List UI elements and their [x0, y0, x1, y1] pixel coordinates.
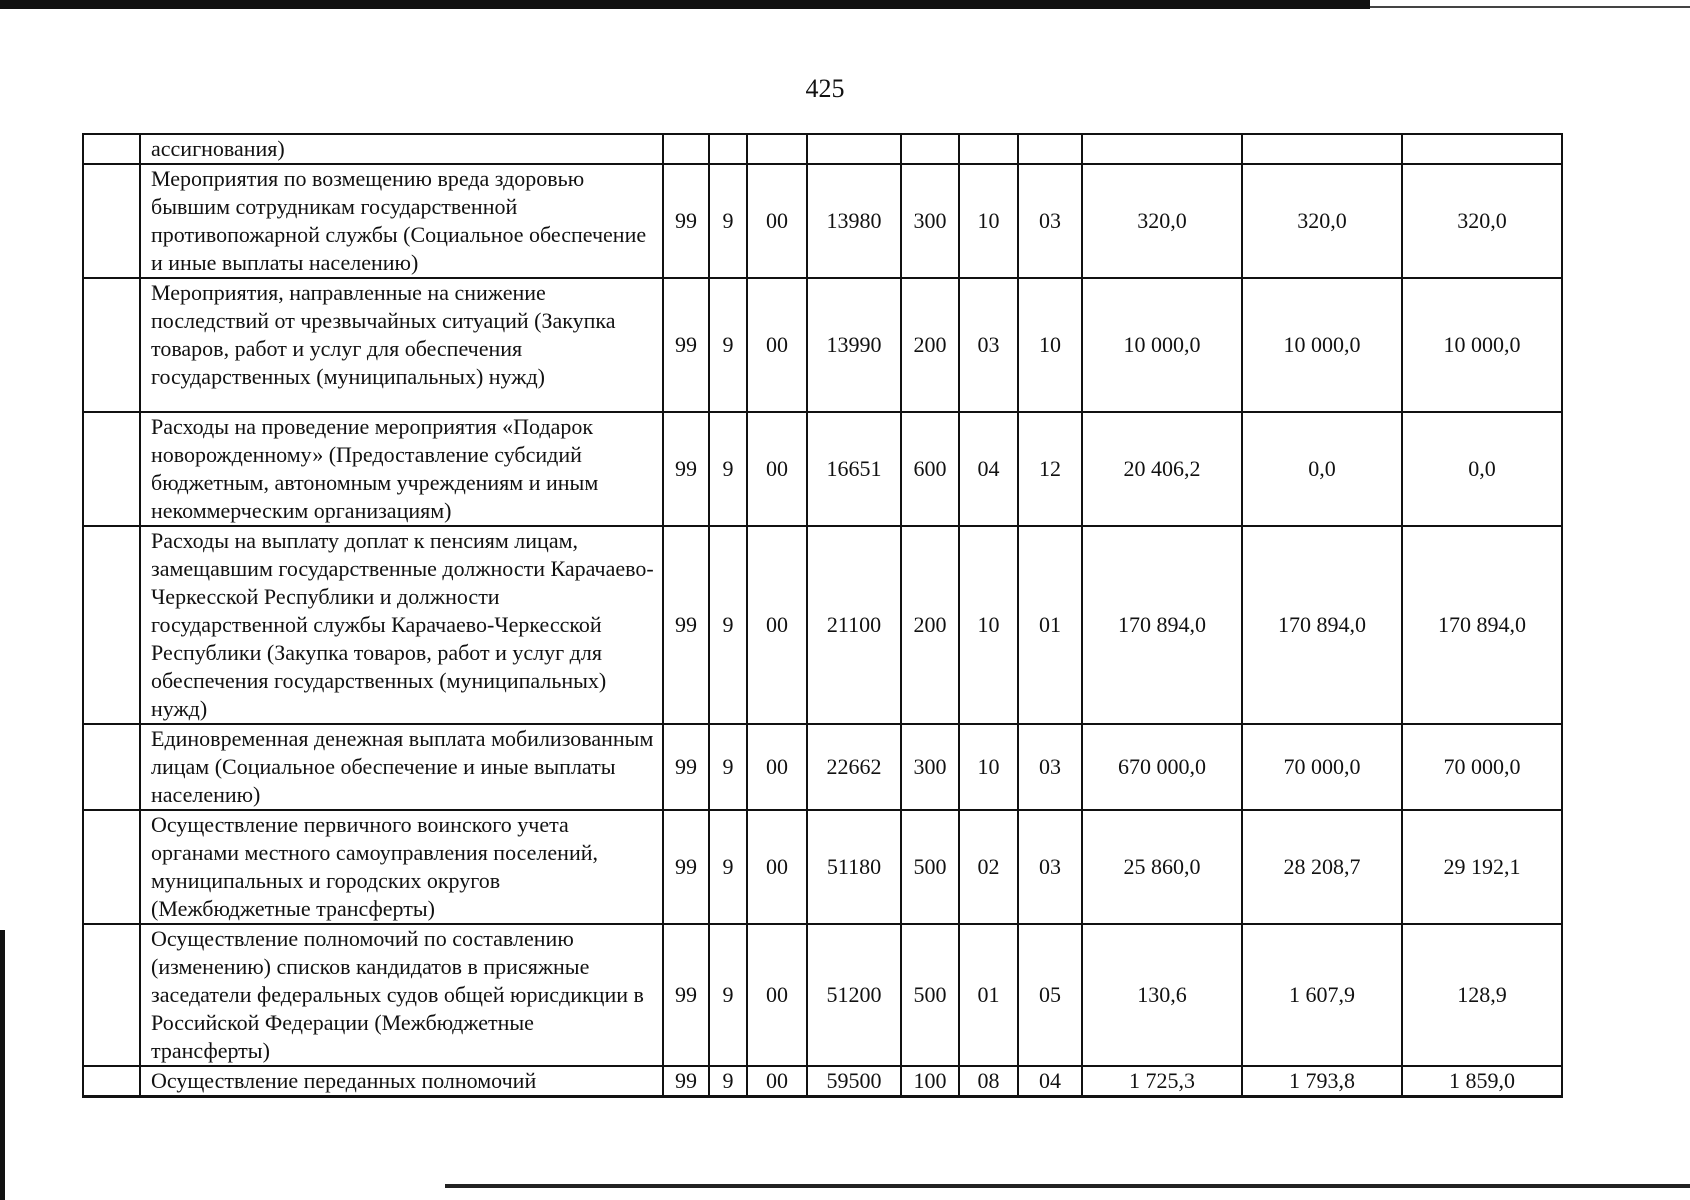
amount-year2-cell: 1 607,9 — [1242, 924, 1402, 1066]
table-row — [83, 526, 1562, 724]
amount-year1-cell: 320,0 — [1082, 164, 1242, 278]
amount-year2-cell: 28 208,7 — [1242, 810, 1402, 924]
subprogram-code-cell — [709, 134, 747, 164]
table-row — [83, 278, 1562, 412]
amount-year3-cell: 170 894,0 — [1402, 526, 1562, 724]
amount-year1-cell: 20 406,2 — [1082, 412, 1242, 526]
row-index-cell — [83, 1066, 140, 1097]
amount-year3-cell: 128,9 — [1402, 924, 1562, 1066]
direction-code-cell: 21100 — [807, 526, 901, 724]
main-activity-code-cell: 00 — [747, 278, 807, 412]
expense-type-cell: 500 — [901, 810, 959, 924]
subprogram-code-cell: 9 — [709, 724, 747, 810]
program-code-cell: 99 — [663, 278, 709, 412]
expense-type-cell: 600 — [901, 412, 959, 526]
expense-type-cell: 500 — [901, 924, 959, 1066]
direction-code-cell: 22662 — [807, 724, 901, 810]
direction-code-cell — [807, 134, 901, 164]
expense-type-cell: 100 — [901, 1066, 959, 1097]
program-code-cell: 99 — [663, 412, 709, 526]
row-index-cell — [83, 724, 140, 810]
amount-year2-cell: 70 000,0 — [1242, 724, 1402, 810]
amount-year3-cell: 1 859,0 — [1402, 1066, 1562, 1097]
subsection-cell: 04 — [1018, 1066, 1082, 1097]
subprogram-code-cell: 9 — [709, 278, 747, 412]
amount-year3-cell: 29 192,1 — [1402, 810, 1562, 924]
main-activity-code-cell: 00 — [747, 924, 807, 1066]
main-activity-code-cell: 00 — [747, 1066, 807, 1097]
bottom-scan-border — [445, 1184, 1690, 1188]
amount-year1-cell: 130,6 — [1082, 924, 1242, 1066]
table-row — [83, 924, 1562, 1066]
subsection-cell: 12 — [1018, 412, 1082, 526]
program-code-cell: 99 — [663, 924, 709, 1066]
main-activity-code-cell: 00 — [747, 724, 807, 810]
expense-type-cell: 200 — [901, 526, 959, 724]
direction-code-cell: 51180 — [807, 810, 901, 924]
top-scan-border-thin — [1370, 6, 1690, 8]
subsection-cell: 01 — [1018, 526, 1082, 724]
amount-year2-cell: 1 793,8 — [1242, 1066, 1402, 1097]
main-activity-code-cell: 00 — [747, 810, 807, 924]
program-code-cell: 99 — [663, 810, 709, 924]
row-description: Расходы на выплату доплат к пенсиям лицам, замещавшим государственные должности Карачаево-Черкесской Республики и должности государственной службы Карачаево-Черкесской Республики (Закупка товаров, работ и услуг для обеспечения государственных (муниципальных) нужд) — [140, 526, 663, 724]
direction-code-cell: 13990 — [807, 278, 901, 412]
row-index-cell — [83, 412, 140, 526]
row-description: Мероприятия по возмещению вреда здоровью бывшим сотрудникам государственной противопожарной службы (Социальное обеспечение и иные выплаты населению) — [140, 164, 663, 278]
row-description: Единовременная денежная выплата мобилизованным лицам (Социальное обеспечение и иные выплаты населению) — [140, 724, 663, 810]
row-index-cell — [83, 924, 140, 1066]
row-description: Осуществление первичного воинского учета органами местного самоуправления поселений, муниципальных и городских округов (Межбюджетные трансферты) — [140, 810, 663, 924]
program-code-cell: 99 — [663, 164, 709, 278]
amount-year3-cell: 10 000,0 — [1402, 278, 1562, 412]
main-activity-code-cell: 00 — [747, 164, 807, 278]
direction-code-cell: 51200 — [807, 924, 901, 1066]
amount-year2-cell — [1242, 134, 1402, 164]
subprogram-code-cell: 9 — [709, 924, 747, 1066]
direction-code-cell: 13980 — [807, 164, 901, 278]
program-code-cell: 99 — [663, 526, 709, 724]
section-cell: 10 — [959, 526, 1018, 724]
subprogram-code-cell: 9 — [709, 526, 747, 724]
subprogram-code-cell: 9 — [709, 1066, 747, 1097]
budget-table — [82, 133, 1563, 1098]
amount-year1-cell: 170 894,0 — [1082, 526, 1242, 724]
subsection-cell: 03 — [1018, 164, 1082, 278]
program-code-cell — [663, 134, 709, 164]
expense-type-cell: 300 — [901, 724, 959, 810]
row-index-cell — [83, 164, 140, 278]
subprogram-code-cell: 9 — [709, 164, 747, 278]
table-row — [83, 412, 1562, 526]
row-index-cell — [83, 810, 140, 924]
page-number: 425 — [805, 74, 845, 103]
amount-year1-cell: 10 000,0 — [1082, 278, 1242, 412]
direction-code-cell: 59500 — [807, 1066, 901, 1097]
row-description: Мероприятия, направленные на снижение последствий от чрезвычайных ситуаций (Закупка товаров, работ и услуг для обеспечения государственных (муниципальных) нужд) — [140, 278, 663, 412]
main-activity-code-cell: 00 — [747, 526, 807, 724]
row-index-cell — [83, 134, 140, 164]
amount-year3-cell: 70 000,0 — [1402, 724, 1562, 810]
amount-year3-cell — [1402, 134, 1562, 164]
program-code-cell: 99 — [663, 724, 709, 810]
left-scan-border — [0, 930, 5, 1200]
table-body — [83, 134, 1562, 1097]
table-row — [83, 810, 1562, 924]
expense-type-cell: 300 — [901, 164, 959, 278]
top-scan-border — [0, 0, 1370, 9]
table-row — [83, 134, 1562, 164]
table-row — [83, 164, 1562, 278]
expense-type-cell: 200 — [901, 278, 959, 412]
expense-type-cell — [901, 134, 959, 164]
amount-year2-cell: 0,0 — [1242, 412, 1402, 526]
section-cell: 08 — [959, 1066, 1018, 1097]
main-activity-code-cell — [747, 134, 807, 164]
amount-year1-cell: 670 000,0 — [1082, 724, 1242, 810]
section-cell: 03 — [959, 278, 1018, 412]
amount-year3-cell: 320,0 — [1402, 164, 1562, 278]
section-cell: 02 — [959, 810, 1018, 924]
section-cell: 04 — [959, 412, 1018, 526]
amount-year1-cell — [1082, 134, 1242, 164]
subsection-cell — [1018, 134, 1082, 164]
amount-year2-cell: 170 894,0 — [1242, 526, 1402, 724]
direction-code-cell: 16651 — [807, 412, 901, 526]
subsection-cell: 05 — [1018, 924, 1082, 1066]
section-cell: 10 — [959, 724, 1018, 810]
amount-year2-cell: 320,0 — [1242, 164, 1402, 278]
subprogram-code-cell: 9 — [709, 412, 747, 526]
amount-year1-cell: 25 860,0 — [1082, 810, 1242, 924]
row-description: Расходы на проведение мероприятия «Подарок новорожденному» (Предоставление субсидий бюджетным, автономным учреждениям и иным некоммерческим организациям) — [140, 412, 663, 526]
section-cell: 10 — [959, 164, 1018, 278]
row-index-cell — [83, 526, 140, 724]
row-description: Осуществление переданных полномочий — [140, 1066, 663, 1097]
section-cell — [959, 134, 1018, 164]
amount-year3-cell: 0,0 — [1402, 412, 1562, 526]
row-description: Осуществление полномочий по составлению (изменению) списков кандидатов в присяжные заседатели федеральных судов общей юрисдикции в Российской Федерации (Межбюджетные трансферты) — [140, 924, 663, 1066]
section-cell: 01 — [959, 924, 1018, 1066]
main-activity-code-cell: 00 — [747, 412, 807, 526]
amount-year1-cell: 1 725,3 — [1082, 1066, 1242, 1097]
subprogram-code-cell: 9 — [709, 810, 747, 924]
subsection-cell: 03 — [1018, 810, 1082, 924]
row-description: ассигнования) — [140, 134, 663, 164]
subsection-cell: 03 — [1018, 724, 1082, 810]
subsection-cell: 10 — [1018, 278, 1082, 412]
table-row — [83, 724, 1562, 810]
amount-year2-cell: 10 000,0 — [1242, 278, 1402, 412]
program-code-cell: 99 — [663, 1066, 709, 1097]
row-index-cell — [83, 278, 140, 412]
table-row — [83, 1066, 1562, 1097]
